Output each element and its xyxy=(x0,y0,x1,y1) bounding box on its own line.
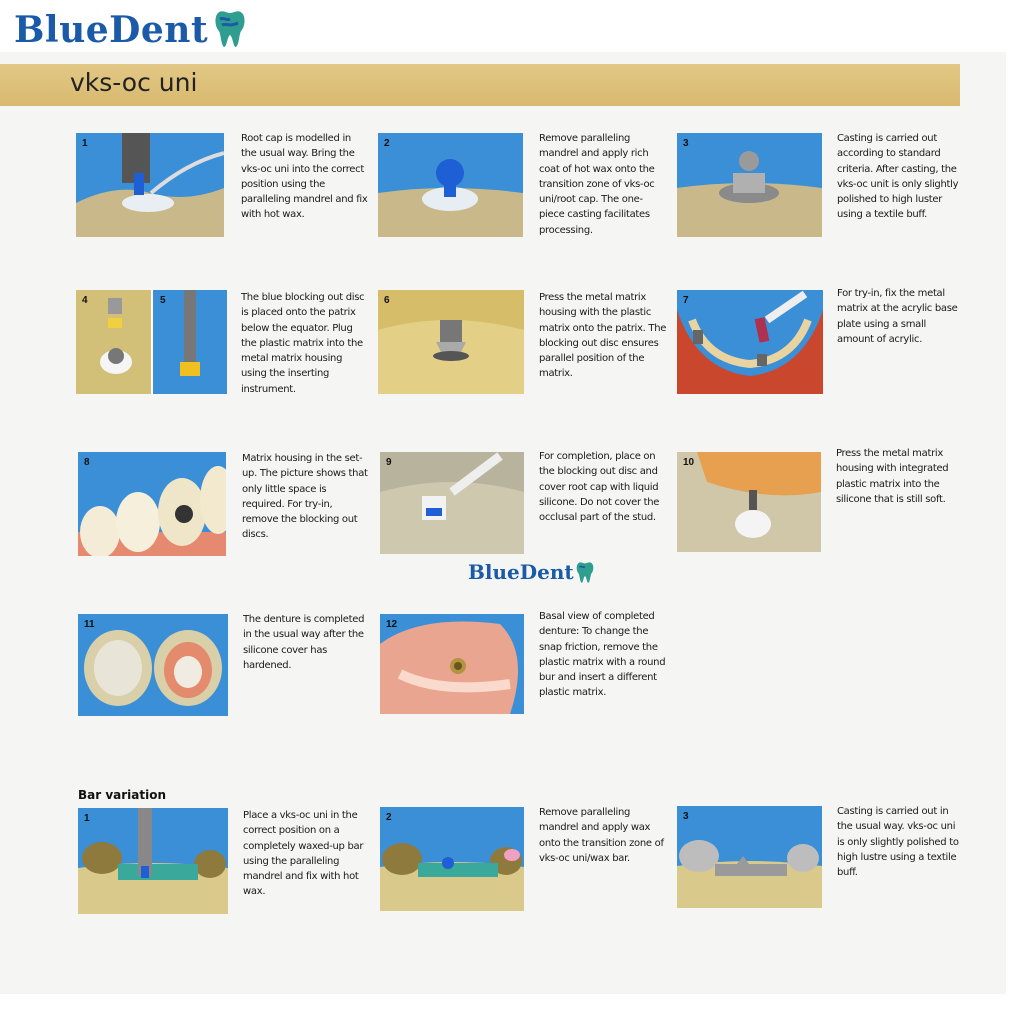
bar-step-photo xyxy=(380,807,524,911)
step-photo xyxy=(677,290,823,394)
step-description: Matrix housing in the set-up. The picture shows that only little space is required. For try-in, remove the blocking out discs. xyxy=(242,453,368,541)
step-number: 4 xyxy=(82,295,88,306)
step-photo xyxy=(677,133,822,237)
step-photo xyxy=(677,452,821,552)
step-description: Place a vks-oc uni in the correct position on a completely waxed-up bar using the paralleling mandrel and fix with hot wax. xyxy=(243,810,364,898)
step-description: Root cap is modelled in the usual way. Bring the vks-oc uni into the correct position using the paralleling mandrel and fix with hot wax. xyxy=(241,133,368,221)
step-number: 12 xyxy=(386,619,398,630)
step-number: 2 xyxy=(386,812,392,823)
step-photo-pair xyxy=(76,290,227,394)
step-photo xyxy=(76,133,224,237)
step-photo xyxy=(78,452,226,556)
step-photo xyxy=(380,452,524,554)
step-number: 11 xyxy=(84,619,95,630)
step-number: 7 xyxy=(683,295,689,306)
step-description: Casting is carried out according to standard criteria. After casting, the vks-oc unit is only slightly polished to high luster using a textile buff. xyxy=(837,133,959,221)
step-description: Casting is carried out in the usual way. vks-oc uni is only slightly polished to high lustre using a textile buff. xyxy=(837,806,959,879)
step-number: 2 xyxy=(384,138,390,149)
logo-text: BlueDent xyxy=(14,9,209,51)
step-number: 8 xyxy=(84,457,90,468)
step-description: Basal view of completed denture: To change the snap friction, remove the plastic matrix with a round bur and insert a different plastic matrix. xyxy=(539,611,666,699)
step-number: 3 xyxy=(683,138,689,149)
step-description: The blue blocking out disc is placed onto the patrix below the equator. Plug the plastic matrix into the metal matrix housing using the inserting instrument. xyxy=(241,292,365,395)
step-photo xyxy=(378,290,524,394)
brand-watermark xyxy=(468,560,596,584)
step-description: Press the metal matrix housing with integrated plastic matrix into the silicone that is still soft. xyxy=(836,448,949,505)
tooth-icon xyxy=(212,7,248,54)
brand-logo xyxy=(14,6,248,54)
step-description: For try-in, fix the metal matrix at the acrylic base plate using a small amount of acrylic. xyxy=(837,288,958,345)
page-title: vks-oc uni xyxy=(70,68,198,97)
step-photo xyxy=(380,614,524,714)
step-description: The denture is completed in the usual way after the silicone cover has hardened. xyxy=(243,614,365,671)
step-description: Remove paralleling mandrel and apply wax onto the transition zone of vks-oc uni/wax bar. xyxy=(539,807,664,864)
step-description: For completion, place on the blocking out disc and cover root cap with liquid silicone. Do not cover the occlusal part of the stud. xyxy=(539,451,660,524)
step-number: 3 xyxy=(683,811,689,822)
step-photo xyxy=(378,133,523,237)
step-description: Remove paralleling mandrel and apply rich coat of hot wax onto the transition zone of vks-oc uni/root cap. The one-piece casting facilitates processing. xyxy=(539,133,655,236)
step-number: 1 xyxy=(84,813,90,824)
step-number: 5 xyxy=(160,295,166,306)
step-photo xyxy=(78,614,228,716)
section-heading: Bar variation xyxy=(78,788,167,802)
bar-step-photo xyxy=(677,806,822,908)
watermark-text: BlueDent xyxy=(468,560,574,584)
step-number: 1 xyxy=(82,138,88,149)
tooth-icon xyxy=(574,560,596,584)
step-number: 6 xyxy=(384,295,390,306)
step-number: 9 xyxy=(386,457,392,468)
step-description: Press the metal matrix housing with the plastic matrix onto the patrix. The blocking out disc ensures parallel position of the matrix. xyxy=(539,292,667,380)
bar-step-photo xyxy=(78,808,228,914)
step-number: 10 xyxy=(683,457,695,468)
